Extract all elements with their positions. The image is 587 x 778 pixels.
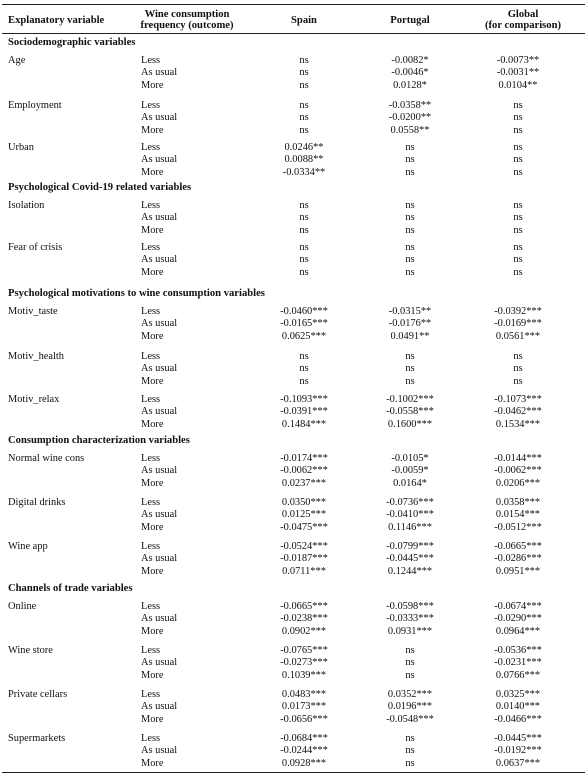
outcome-level: More	[141, 124, 164, 136]
outcome-level: Less	[141, 689, 161, 700]
portugal-value: 0.0352***	[387, 689, 433, 700]
spain-value: ns	[299, 363, 309, 375]
global-value: ns	[513, 375, 523, 387]
outcome-level: More	[141, 625, 164, 637]
spain-value: 0.0483***	[281, 689, 327, 700]
portugal-value: ns	[405, 224, 415, 236]
outcome-level: More	[141, 757, 164, 769]
spain-value: -0.0665***	[280, 601, 328, 612]
spain-value: 0.0173***	[281, 701, 327, 713]
spain-value: -0.0765***	[280, 645, 328, 656]
outcome-level: More	[141, 375, 164, 387]
outcome-level: Less	[141, 453, 161, 464]
spain-value: ns	[299, 67, 309, 79]
portugal-value: -0.0445***	[386, 553, 434, 565]
outcome-level: Less	[141, 142, 161, 153]
portugal-value: -0.0046*	[391, 67, 429, 79]
outcome-level: More	[141, 669, 164, 681]
outcome-level: As usual	[141, 318, 178, 330]
header-rule	[2, 33, 585, 34]
spain-value: ns	[299, 266, 309, 278]
spain-value: -0.0334**	[282, 166, 326, 178]
portugal-value: 0.0491**	[390, 330, 430, 342]
portugal-value: ns	[405, 142, 415, 153]
global-value: ns	[513, 242, 523, 253]
outcome-level: More	[141, 330, 164, 342]
spain-value: 0.0711***	[282, 565, 326, 577]
spain-value: 0.0088**	[284, 154, 324, 166]
global-value: -0.0073**	[496, 55, 540, 66]
spain-value: ns	[299, 100, 309, 111]
portugal-value: ns	[405, 757, 415, 769]
header-global	[468, 9, 578, 31]
section-title: Psychological Covid-19 related variables	[8, 182, 192, 193]
global-value: -0.0231***	[494, 657, 542, 669]
global-value: 0.0325***	[495, 689, 541, 700]
outcome-level: As usual	[141, 363, 178, 375]
outcome-level: As usual	[141, 465, 178, 477]
outcome-level: As usual	[141, 553, 178, 565]
spain-value: ns	[299, 124, 309, 136]
portugal-value: ns	[405, 166, 415, 178]
spain-value: ns	[299, 242, 309, 253]
global-value: 0.0766***	[495, 669, 541, 681]
spain-value: 0.1039***	[281, 669, 327, 681]
global-value: 0.0140***	[495, 701, 541, 713]
portugal-value: ns	[405, 733, 415, 744]
header-outcome-line1: Wine consumption	[144, 9, 230, 20]
spain-value: -0.0062***	[280, 465, 328, 477]
global-value: 0.0951***	[495, 565, 541, 577]
header-global-line2: (for comparison)	[484, 20, 561, 31]
spain-value: ns	[299, 224, 309, 236]
outcome-level: Less	[141, 601, 161, 612]
outcome-level: As usual	[141, 154, 178, 166]
spain-value: ns	[299, 212, 309, 224]
portugal-value: ns	[405, 745, 415, 757]
portugal-value: ns	[405, 242, 415, 253]
variable-name: Wine app	[8, 541, 48, 552]
global-value: ns	[513, 142, 523, 153]
outcome-level: As usual	[141, 254, 178, 266]
portugal-value: 0.0558**	[390, 124, 430, 136]
spain-value: -0.0524***	[280, 541, 328, 552]
global-value: -0.0062***	[494, 465, 542, 477]
portugal-value: -0.0200**	[388, 112, 432, 124]
spain-value: 0.0246**	[284, 142, 324, 153]
outcome-level: Less	[141, 55, 161, 66]
spain-value: -0.0238***	[280, 613, 328, 625]
portugal-value: ns	[405, 266, 415, 278]
portugal-value: ns	[405, 200, 415, 211]
global-value: ns	[513, 254, 523, 266]
global-value: -0.0144***	[494, 453, 542, 464]
global-value: 0.0206***	[495, 477, 541, 489]
portugal-value: 0.0128*	[393, 79, 427, 91]
outcome-level: More	[141, 224, 164, 236]
global-value: -0.0674***	[494, 601, 542, 612]
outcome-level: As usual	[141, 67, 178, 79]
spain-value: -0.0391***	[280, 406, 328, 418]
global-value: ns	[513, 200, 523, 211]
outcome-level: Less	[141, 497, 161, 508]
outcome-level: More	[141, 713, 164, 725]
spain-value: -0.0475***	[280, 521, 328, 533]
global-value: ns	[513, 266, 523, 278]
portugal-value: ns	[405, 212, 415, 224]
portugal-value: -0.0105*	[391, 453, 429, 464]
global-value: ns	[513, 224, 523, 236]
global-value: ns	[513, 212, 523, 224]
outcome-level: More	[141, 521, 164, 533]
portugal-value: -0.0082*	[391, 55, 429, 66]
variable-name: Motiv_relax	[8, 394, 60, 405]
portugal-value: ns	[405, 154, 415, 166]
variable-name: Motiv_health	[8, 351, 64, 362]
global-value: -0.0031**	[496, 67, 540, 79]
outcome-level: As usual	[141, 212, 178, 224]
global-value: 0.0154***	[495, 509, 541, 521]
global-value: 0.0104**	[498, 79, 538, 91]
portugal-value: 0.0196***	[387, 701, 433, 713]
variable-name: Online	[8, 601, 37, 612]
header-global-line1: Global	[507, 9, 539, 20]
section-title: Consumption characterization variables	[8, 435, 190, 446]
outcome-level: Less	[141, 645, 161, 656]
portugal-value: -0.0358**	[388, 100, 432, 111]
global-value: -0.0665***	[494, 541, 542, 552]
outcome-level: More	[141, 79, 164, 91]
global-value: -0.0192***	[494, 745, 542, 757]
portugal-value: ns	[405, 375, 415, 387]
global-value: -0.0466***	[494, 713, 542, 725]
outcome-level: More	[141, 166, 164, 178]
outcome-level: Less	[141, 100, 161, 111]
global-value: 0.0561***	[495, 330, 541, 342]
spain-value: 0.0902***	[281, 625, 327, 637]
variable-name: Supermarkets	[8, 733, 66, 744]
variable-name: Normal wine cons	[8, 453, 85, 464]
portugal-value: 0.0931***	[387, 625, 433, 637]
header-outcome	[132, 9, 242, 31]
portugal-value: -0.0333***	[386, 613, 434, 625]
spain-value: 0.0625***	[281, 330, 327, 342]
global-value: 0.1534***	[495, 418, 541, 430]
portugal-value: 0.1244***	[387, 565, 433, 577]
outcome-level: More	[141, 565, 164, 577]
portugal-value: 0.1600***	[387, 418, 433, 430]
global-value: -0.0536***	[494, 645, 542, 656]
spain-value: 0.0125***	[281, 509, 327, 521]
outcome-level: As usual	[141, 112, 178, 124]
variable-name: Motiv_taste	[8, 306, 58, 317]
variable-name: Digital drinks	[8, 497, 66, 508]
portugal-value: 0.1146***	[388, 521, 432, 533]
outcome-level: Less	[141, 306, 161, 317]
outcome-level: More	[141, 477, 164, 489]
global-value: ns	[513, 124, 523, 136]
global-value: 0.0358***	[495, 497, 541, 508]
outcome-level: As usual	[141, 509, 178, 521]
variable-name: Isolation	[8, 200, 45, 211]
global-value: ns	[513, 363, 523, 375]
global-value: -0.0462***	[494, 406, 542, 418]
portugal-value: -0.0315**	[388, 306, 432, 317]
global-value: -0.0286***	[494, 553, 542, 565]
outcome-level: More	[141, 418, 164, 430]
outcome-level: As usual	[141, 745, 178, 757]
global-value: ns	[513, 100, 523, 111]
outcome-level: Less	[141, 541, 161, 552]
spain-value: -0.0656***	[280, 713, 328, 725]
spain-value: ns	[299, 254, 309, 266]
global-value: -0.1073***	[494, 394, 542, 405]
spain-value: ns	[299, 79, 309, 91]
outcome-level: More	[141, 266, 164, 278]
spain-value: -0.1093***	[280, 394, 328, 405]
global-value: 0.0964***	[495, 625, 541, 637]
portugal-value: -0.1002***	[386, 394, 434, 405]
spain-value: -0.0165***	[280, 318, 328, 330]
portugal-value: -0.0598***	[386, 601, 434, 612]
variable-name: Private cellars	[8, 689, 68, 700]
variable-name: Employment	[8, 100, 62, 111]
spain-value: 0.0350***	[281, 497, 327, 508]
portugal-value: -0.0059*	[391, 465, 429, 477]
outcome-level: Less	[141, 242, 161, 253]
spain-value: -0.0174***	[280, 453, 328, 464]
bottom-rule	[2, 772, 585, 773]
portugal-value: -0.0548***	[386, 713, 434, 725]
global-value: -0.0445***	[494, 733, 542, 744]
header-spain: Spain	[291, 15, 317, 26]
portugal-value: -0.0558***	[386, 406, 434, 418]
outcome-level: Less	[141, 394, 161, 405]
global-value: ns	[513, 351, 523, 362]
portugal-value: -0.0176**	[388, 318, 432, 330]
global-value: -0.0290***	[494, 613, 542, 625]
global-value: 0.0637***	[495, 757, 541, 769]
global-value: ns	[513, 166, 523, 178]
portugal-value: ns	[405, 363, 415, 375]
outcome-level: Less	[141, 733, 161, 744]
variable-name: Age	[8, 55, 26, 66]
spain-value: ns	[299, 375, 309, 387]
spain-value: ns	[299, 55, 309, 66]
section-title: Psychological motivations to wine consumption variables	[8, 288, 265, 299]
portugal-value: ns	[405, 254, 415, 266]
variable-name: Wine store	[8, 645, 53, 656]
top-rule	[2, 4, 585, 5]
spain-value: -0.0187***	[280, 553, 328, 565]
portugal-value: 0.0164*	[393, 477, 427, 489]
global-value: -0.0169***	[494, 318, 542, 330]
spain-value: 0.0237***	[281, 477, 327, 489]
portugal-value: ns	[405, 669, 415, 681]
global-value: ns	[513, 112, 523, 124]
section-title: Sociodemographic variables	[8, 37, 136, 48]
spain-value: -0.0273***	[280, 657, 328, 669]
spain-value: 0.1484***	[281, 418, 327, 430]
outcome-level: Less	[141, 200, 161, 211]
outcome-level: As usual	[141, 613, 178, 625]
portugal-value: -0.0410***	[386, 509, 434, 521]
spain-value: -0.0244***	[280, 745, 328, 757]
portugal-value: ns	[405, 645, 415, 656]
header-portugal: Portugal	[390, 15, 430, 26]
outcome-level: Less	[141, 351, 161, 362]
spain-value: -0.0460***	[280, 306, 328, 317]
spain-value: ns	[299, 351, 309, 362]
variable-name: Fear of crisis	[8, 242, 63, 253]
spain-value: 0.0928***	[281, 757, 327, 769]
spain-value: -0.0684***	[280, 733, 328, 744]
outcome-level: As usual	[141, 657, 178, 669]
portugal-value: ns	[405, 657, 415, 669]
outcome-level: As usual	[141, 701, 178, 713]
portugal-value: -0.0799***	[386, 541, 434, 552]
global-value: ns	[513, 154, 523, 166]
header-outcome-line2: frequency (outcome)	[140, 20, 234, 31]
portugal-value: ns	[405, 351, 415, 362]
section-title: Channels of trade variables	[8, 583, 133, 594]
outcome-level: As usual	[141, 406, 178, 418]
portugal-value: -0.0736***	[386, 497, 434, 508]
global-value: -0.0392***	[494, 306, 542, 317]
header-explanatory-variable: Explanatory variable	[8, 15, 105, 26]
global-value: -0.0512***	[494, 521, 542, 533]
spain-value: ns	[299, 112, 309, 124]
variable-name: Urban	[8, 142, 34, 153]
spain-value: ns	[299, 200, 309, 211]
